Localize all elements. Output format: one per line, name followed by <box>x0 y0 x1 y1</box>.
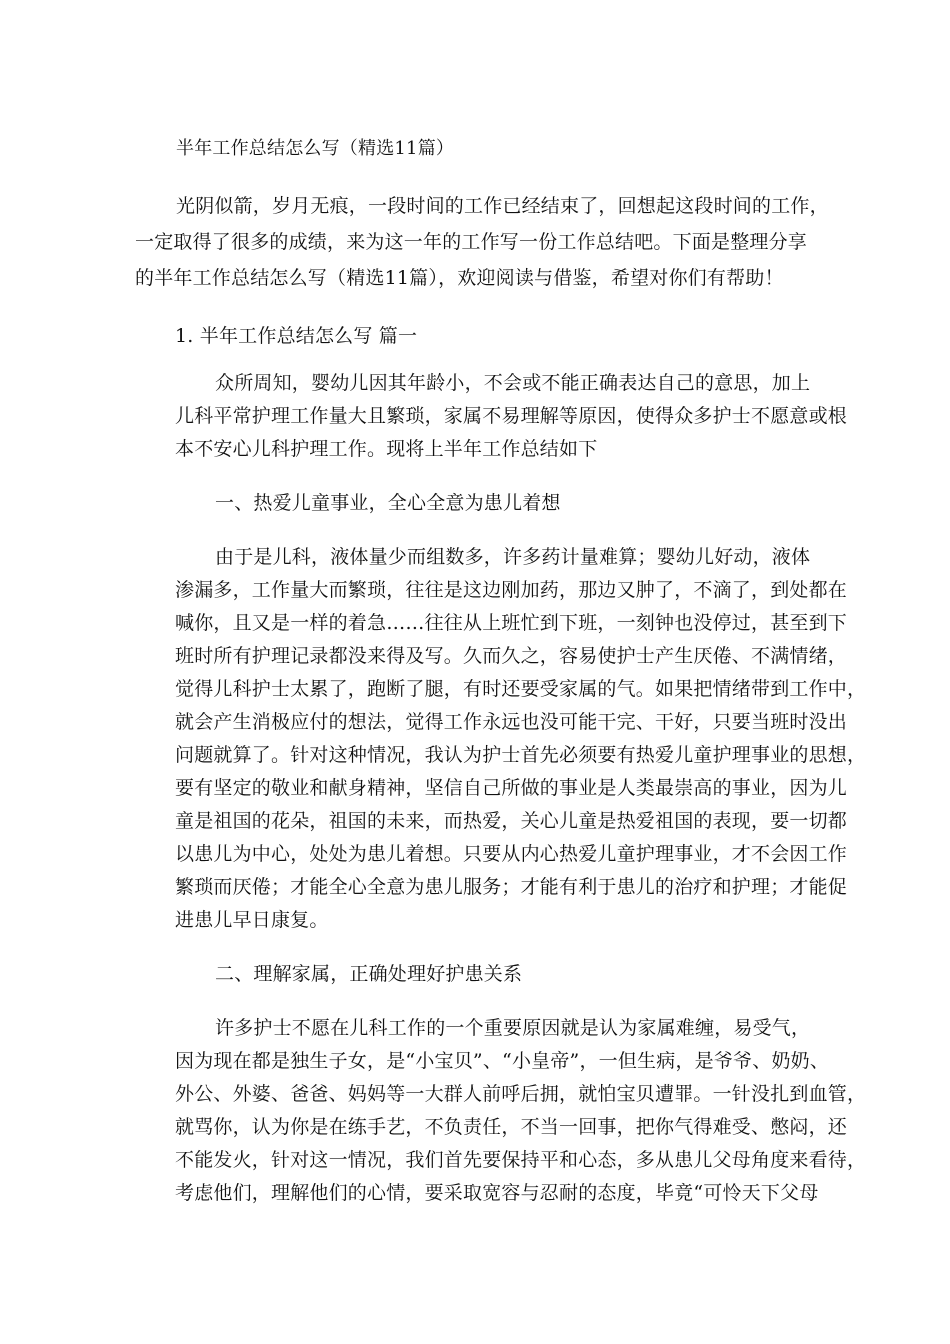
para2-line-11: 繁琐而厌倦；才能全心全意为患儿服务；才能有利于患儿的治疗和护理；才能促 <box>175 876 848 898</box>
para2-line-8: 要有坚定的敬业和献身精神，坚信自己所做的事业是人类最崇高的事业，因为儿 <box>175 777 848 799</box>
para2-line-5: 觉得儿科护士太累了，跑断了腿，有时还要受家属的气。如果把情绪带到工作中， <box>175 678 867 700</box>
para2-line-1: 由于是儿科，液体量少而组数多，许多药计量难算；婴幼儿好动，液体 <box>215 546 811 568</box>
document-title: 半年工作总结怎么写（精选11篇） <box>176 138 455 159</box>
para2-line-7: 问题就算了。针对这种情况，我认为护士首先必须要有热爱儿童护理事业的思想， <box>175 744 867 766</box>
para3-line-6: 考虑他们，理解他们的心情，要采取宽容与忍耐的态度，毕竟“可怜天下父母 <box>175 1182 819 1204</box>
intro-line-3: 的半年工作总结怎么写（精选11篇），欢迎阅读与借鉴，希望对你们有帮助！ <box>135 267 784 289</box>
subheading-a: 一、热爱儿童事业，全心全意为患儿着想 <box>215 492 561 514</box>
para2-line-9: 童是祖国的花朵，祖国的未来，而热爱，关心儿童是热爱祖国的表现，要一切都 <box>175 810 848 832</box>
para1-line-2: 儿科平常护理工作量大且繁琐，家属不易理解等原因，使得众多护士不愿意或根 <box>175 405 848 427</box>
para3-line-4: 就骂你，认为你是在练手艺，不负责任，不当一回事，把你气得难受、憋闷，还 <box>175 1116 848 1138</box>
para2-line-10: 以患儿为中心，处处为患儿着想。只要从内心热爱儿童护理事业，才不会因工作 <box>175 843 848 865</box>
para3-line-3: 外公、外婆、爸爸、妈妈等一大群人前呼后拥，就怕宝贝遭罪。一针没扎到血管， <box>175 1083 867 1105</box>
para1-line-1: 众所周知，婴幼儿因其年龄小，不会或不能正确表达自己的意思，加上 <box>215 372 811 394</box>
intro-line-1: 光阴似箭，岁月无痕，一段时间的工作已经结束了，回想起这段时间的工作， <box>176 195 829 217</box>
para2-line-2: 渗漏多，工作量大而繁琐，往往是这边刚加药，那边又肿了，不滴了，到处都在 <box>175 579 848 601</box>
section-heading: 1. 半年工作总结怎么写 篇一 <box>175 325 418 347</box>
para3-line-1: 许多护士不愿在儿科工作的一个重要原因就是认为家属难缠，易受气， <box>215 1017 811 1039</box>
para3-line-5: 不能发火，针对这一情况，我们首先要保持平和心态，多从患儿父母角度来看待， <box>175 1149 867 1171</box>
para3-line-2: 因为现在都是独生子女，是“小宝贝”、“小皇帝”，一但生病，是爷爷、奶奶、 <box>175 1050 830 1072</box>
para1-line-3: 本不安心儿科护理工作。现将上半年工作总结如下 <box>175 438 598 460</box>
intro-line-2: 一定取得了很多的成绩，来为这一年的工作写一份工作总结吧。下面是整理分享 <box>135 231 808 253</box>
para2-line-12: 进患儿早日康复。 <box>175 909 329 931</box>
subheading-b: 二、理解家属，正确处理好护患关系 <box>215 963 523 985</box>
para2-line-3: 喊你，且又是一样的着急……往往从上班忙到下班，一刻钟也没停过，甚至到下 <box>175 612 848 634</box>
para2-line-4: 班时所有护理记录都没来得及写。久而久之，容易使护士产生厌倦、不满情绪， <box>175 645 848 667</box>
para2-line-6: 就会产生消极应付的想法，觉得工作永远也没可能干完、干好，只要当班时没出 <box>175 711 848 733</box>
